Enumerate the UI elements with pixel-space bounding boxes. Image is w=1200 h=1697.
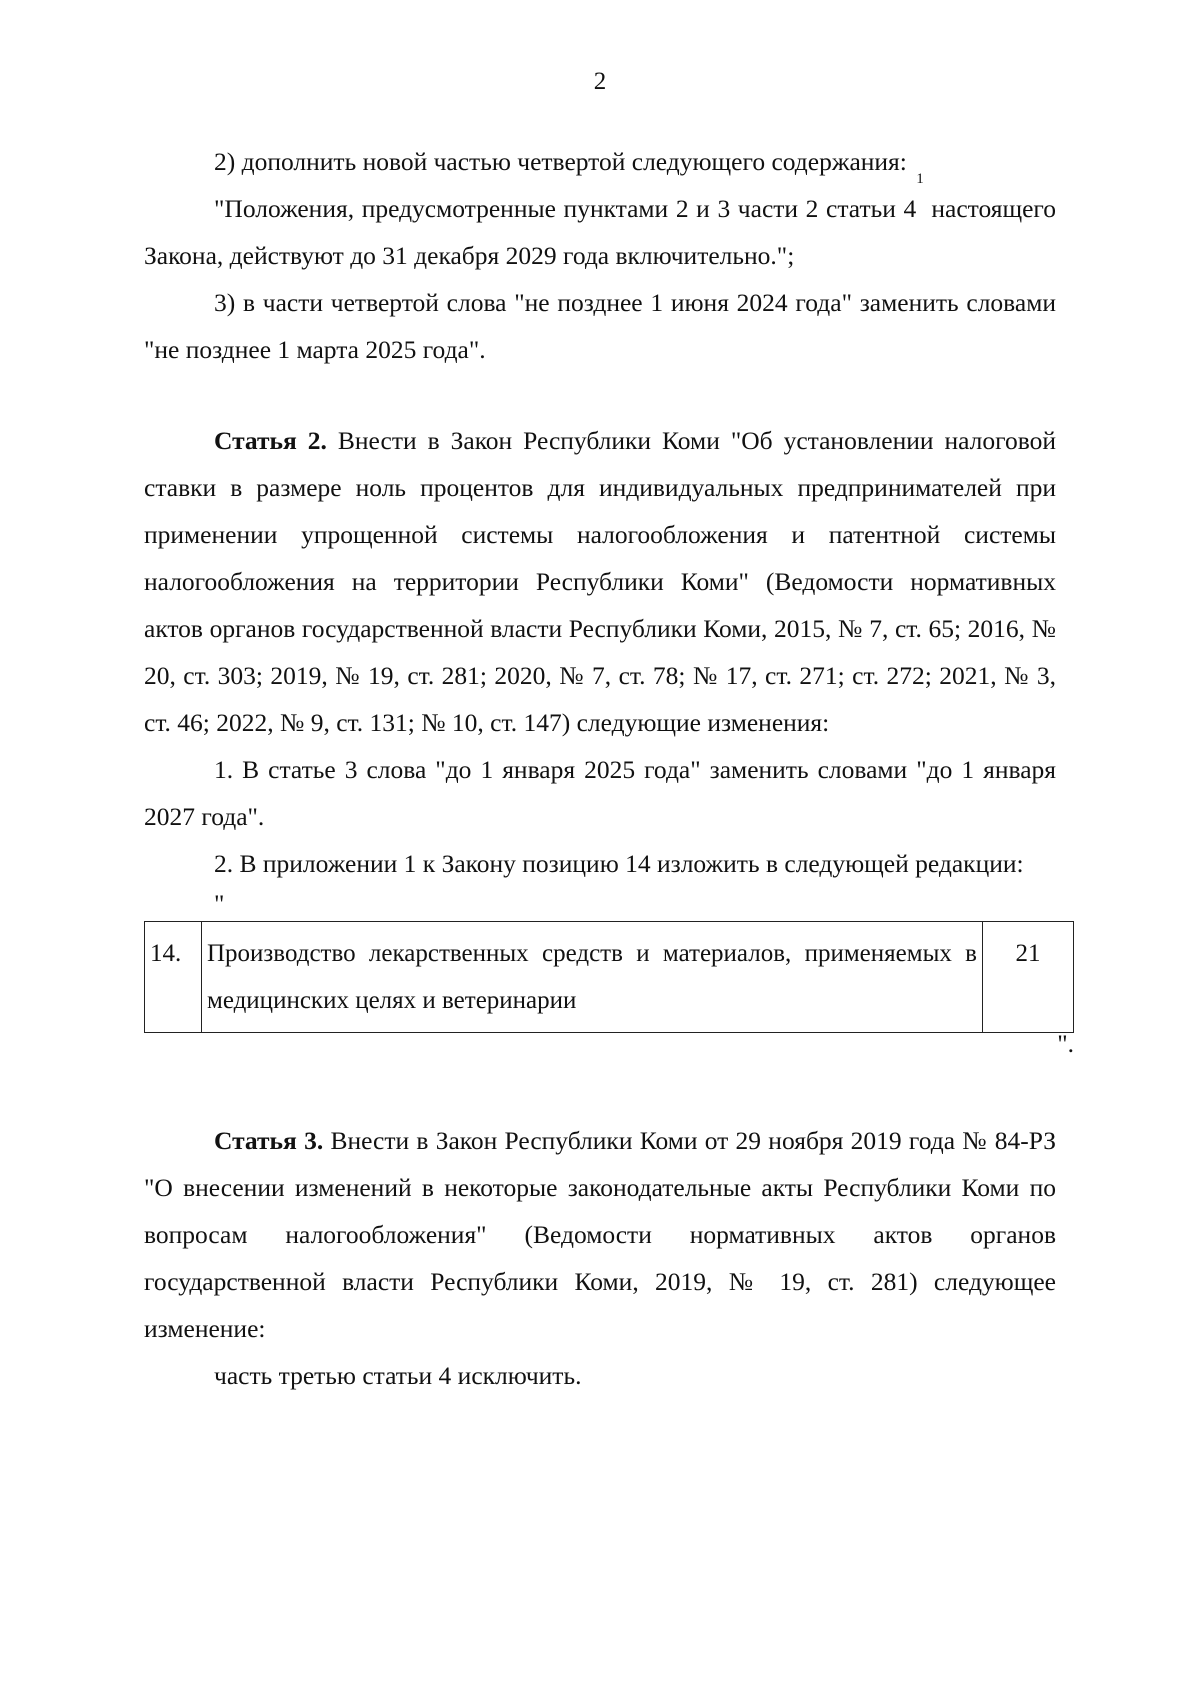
document-body xyxy=(144,138,1074,1399)
article-3-heading: Статья 3. xyxy=(214,1126,324,1155)
paragraph-quote-provisions xyxy=(144,171,1056,279)
table-close-quote: ". xyxy=(1057,1029,1074,1058)
paragraph-amend-2: 2) дополнить новой частью четвертой следующего содержания: xyxy=(214,147,907,176)
table-row xyxy=(145,922,1074,1033)
quote-text-after: настоящего Закона, действуют до 31 декабря 2029 года включительно."; xyxy=(144,194,1056,270)
table-cell-position-number: 14. xyxy=(145,922,202,1033)
page-number: 2 xyxy=(593,68,607,95)
article-3-text: Внести в Закон Республики Коми от 29 ноября 2019 года № 84-РЗ "О внесении изменений в некоторые законодательные акты Республики Коми по вопросам налогообложения" (Ведомости нормативных актов органов государственной власти Республики Коми, 2019, № 19, ст. 281) следующее изменение: xyxy=(144,1126,1056,1343)
article-2-heading: Статья 2. xyxy=(214,426,327,455)
article-3 xyxy=(144,1117,1056,1352)
article-2-item-2: 2. В приложении 1 к Закону позицию 14 изложить в следующей редакции: xyxy=(214,849,1024,878)
superscript-index: 1 xyxy=(916,171,924,187)
quote-text-before: "Положения, предусмотренные пунктами 2 и 3 части 2 статьи 4 xyxy=(214,194,917,223)
paragraph-amend-3: 3) в части четвертой слова "не позднее 1 июня 2024 года" заменить словами "не позднее 1 марта 2025 года". xyxy=(144,288,1056,364)
table-cell-activity-name: Производство лекарственных средств и материалов, применяемых в медицинских целях и ветеринарии xyxy=(202,922,983,1033)
article-2-text: Внести в Закон Республики Коми "Об установлении налоговой ставки в размере ноль процентов для индивидуальных предпринимателей при применении упрощенной системы налогообложения и патентной системы налогообложения на территории Республики Коми" (Ведомости нормативных актов органов государственной власти Республики Коми, 2015, № 7, ст. 65; 2016, № 20, ст. 303; 2019, № 19, ст. 281; 2020, № 7, ст. 78; № 17, ст. 271; ст. 272; 2021, № 3, ст. 46; 2022, № 9, ст. 131; № 10, ст. 147) следующие изменения: xyxy=(144,426,1056,737)
amendment-table xyxy=(144,921,1074,1033)
article-3-last: часть третью статьи 4 исключить. xyxy=(214,1361,582,1390)
table-cell-code: 21 xyxy=(983,922,1074,1033)
article-2 xyxy=(144,417,1056,746)
article-2-item-1: 1. В статье 3 слова "до 1 января 2025 года" заменить словами "до 1 января 2027 года". xyxy=(144,755,1056,831)
table-open-quote: " xyxy=(214,889,225,918)
